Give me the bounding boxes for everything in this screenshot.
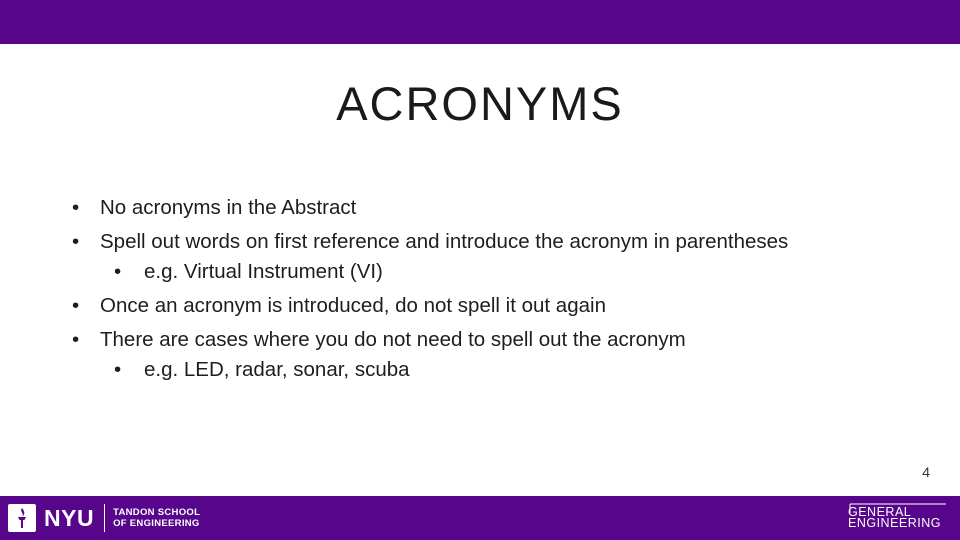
bullet-list [72, 195, 812, 391]
department-name [848, 507, 941, 529]
slide-title: ACRONYMS [336, 77, 624, 130]
bullet-text: No acronyms in the Abstract [100, 196, 357, 219]
school-name [113, 507, 200, 529]
bullet-item [72, 229, 812, 285]
school-line-2: OF ENGINEERING [113, 518, 200, 529]
bullet-text: Spell out words on first reference and introduce the acronym in parentheses [100, 230, 789, 253]
header-bar [0, 0, 960, 44]
sub-bullet-list [100, 259, 812, 285]
department-line-1: GENERAL [848, 505, 912, 519]
school-line-1: TANDON SCHOOL [113, 507, 201, 518]
bullet-item [72, 195, 812, 221]
bullet-text: There are cases where you do not need to spell out the acronym [100, 328, 686, 351]
bullet-item [72, 293, 812, 319]
general-engineering-logo [848, 503, 948, 533]
logo-divider [104, 504, 105, 532]
bullet-item [72, 327, 812, 383]
sub-bullet-item [108, 259, 812, 285]
sub-bullet-text: e.g. Virtual Instrument (VI) [144, 260, 383, 283]
bullet-text: Once an acronym is introduced, do not spell it out again [100, 294, 606, 317]
sub-bullet-item [108, 357, 812, 383]
nyu-tandon-logo [8, 503, 200, 533]
nyu-torch-icon [8, 504, 36, 532]
sub-bullet-list [100, 357, 812, 383]
sub-bullet-text: e.g. LED, radar, sonar, scuba [144, 358, 410, 381]
nyu-wordmark: NYU [44, 504, 95, 531]
page-number: 4 [922, 464, 930, 480]
department-line-2: ENGINEERING [848, 516, 942, 530]
